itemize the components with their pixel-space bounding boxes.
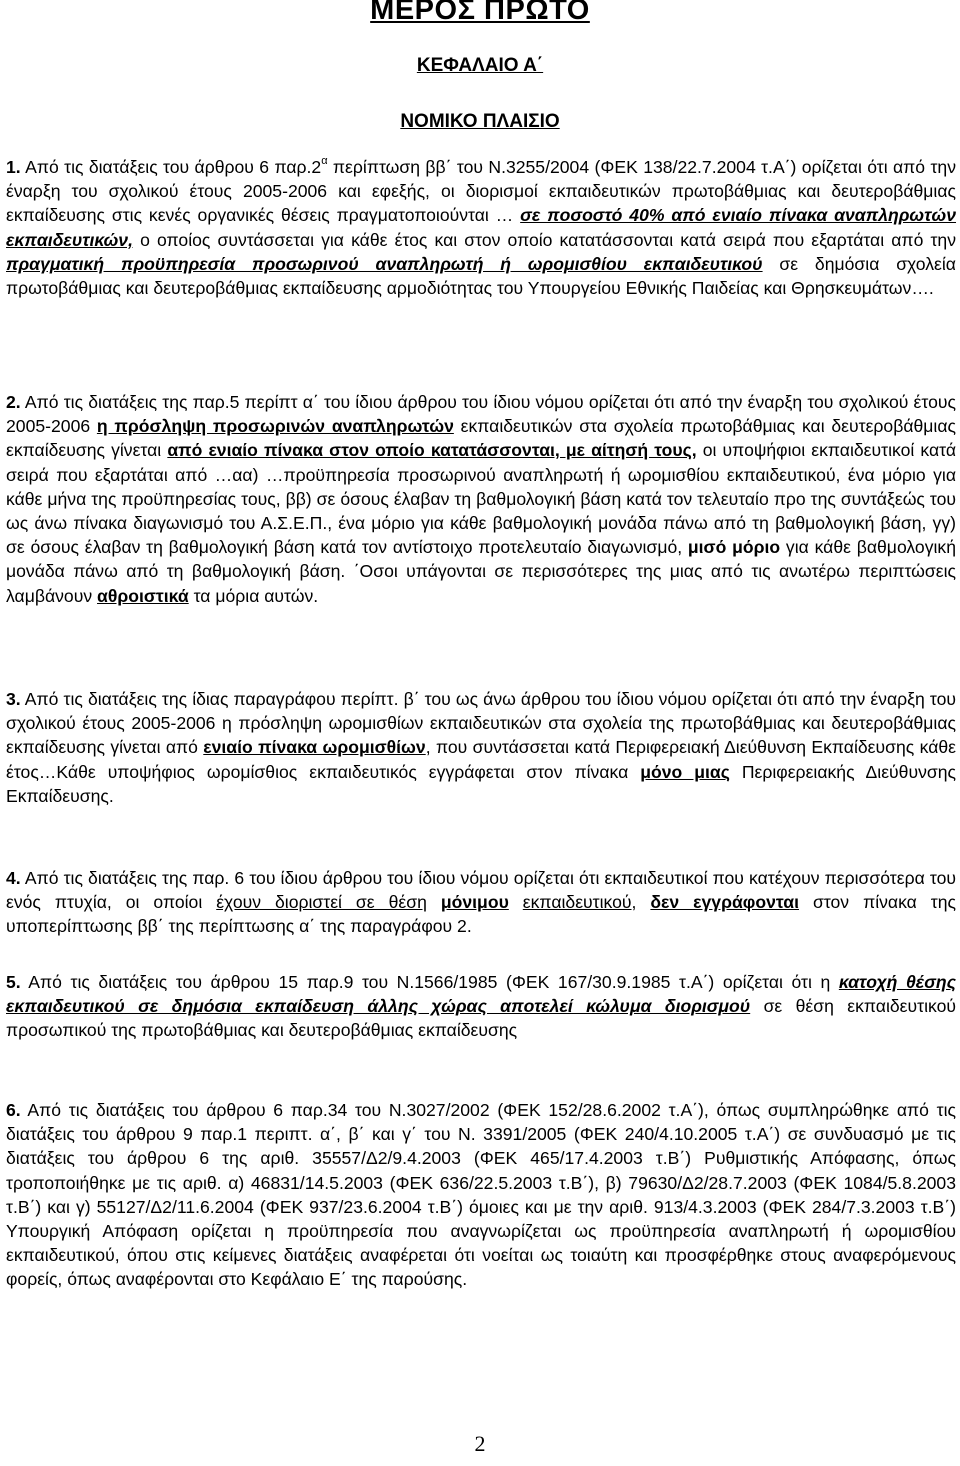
paragraph-4 xyxy=(6,866,956,939)
text: Από τις διατάξεις του άρθρου 6 παρ.34 του Ν.3027/2002 (ΦΕΚ 152/28.6.2002 τ.Α΄), όπως συμπληρώθηκε από τις διατάξεις του άρθρου 9 παρ.1 περιπτ. α΄, β΄ και γ΄ του Ν. 3391/2005 (ΦΕΚ 240/4.10.2005 τ.Α΄) σε συνδυασμό με τις διατάξεις του άρθρου 6 της αριθ. 35557/Δ2/9.4.2003 (ΦΕΚ 465/17.4.2003 τ.Β΄) Ρυθμιστικής Απόφασης, όπως τροποποιήθηκε με τις αριθ. α) 46831/14.5.2003 (ΦΕΚ 636/22.5.2003 τ.Β΄), β) 79630/Δ2/28.7.2003 (ΦΕΚ 1084/5.8.2003 τ.Β΄) και γ) 55127/Δ2/11.6.2004 (ΦΕΚ 937/23.6.2004 τ.Β΄) όμοιες και με την αριθ. 913/4.3.2003 (ΦΕΚ 284/7.3.2003 τ.Β΄) Υπουργική Απόφαση ορίζεται η προϋπηρεσία που αναγνωρίζεται ως προϋπηρεσία αναπληρωτή ή ωρομισθίου εκπαιδευτικού, όπου στις κείμενες διατάξεις αναφέρεται ότι νοείται ως τοιαύτη και προσφέρθηκε στους αναφερόμενους φορείς, όπως αναφέρονται στο Κεφάλαιο Ε΄ της παρούσης. xyxy=(6,1100,956,1290)
paragraph-1 xyxy=(6,155,956,300)
text: ο οποίος συντάσσεται για κάθε έτος και στον οποίο κατατάσσονται κατά σειρά που εξαρτάται από την xyxy=(132,229,956,250)
page-number: 2 xyxy=(474,1431,486,1456)
text: περίπτωση ββ΄ του Ν.3255/2004 (ΦΕΚ 138/22.7.2004 τ.Α΄) ορίζεται ότι από την έναρξη του σχολικού έτους 2005-2006 και εφεξής, οι διορισμοί εκπαιδευτικών πρωτοβάθμιας και δευτεροβάθμιας εκπαίδευσης στις κενές οργανικές θέσεις πραγματοποιούνται … xyxy=(6,157,956,226)
text: σε θέση εκπαιδευτικού προσωπικού της πρωτοβάθμιας και δευτεροβάθμιας εκπαίδευσης xyxy=(6,996,956,1041)
part-heading: ΜΕΡΟΣ ΠΡΩΤΟ xyxy=(370,0,590,26)
text xyxy=(427,892,441,912)
emphasis: κατοχή θέσης εκπαιδευτικού σε δημόσια εκπαίδευση άλλης χώρας αποτελεί κώλυμα διορισμού xyxy=(6,972,956,1017)
emphasis: μόνιμου xyxy=(440,892,509,913)
emphasis: πραγματική προϋπηρεσία προσωρινού αναπληρωτή ή ωρομισθίου εκπαιδευτικού xyxy=(6,253,763,274)
emphasis: μισό μόριο xyxy=(687,537,781,558)
text: στον πίνακα της υποπερίπτωσης ββ΄ της περίπτωσης α΄ της παραγράφου 2. xyxy=(6,892,957,937)
text: σε δημόσια σχολεία πρωτοβάθμιας και δευτεροβάθμιας εκπαίδευσης αρμοδιότητας του Υπουργείου Εθνικής Παιδείας και Θρησκευμάτων…. xyxy=(6,253,956,299)
paragraph-number: 3. xyxy=(6,689,21,709)
text: Από τις διατάξεις του άρθρου 15 παρ.9 του Ν.1566/1985 (ΦΕΚ 167/30.9.1985 τ.Α΄) ορίζεται ότι η xyxy=(20,972,839,992)
emphasis: αθροιστικά xyxy=(97,585,189,606)
paragraph-number: 1. xyxy=(6,157,21,177)
paragraph-number: 2. xyxy=(6,392,21,412)
text: Από τις διατάξεις του άρθρου 6 παρ.2 xyxy=(20,157,322,177)
text: , xyxy=(631,892,651,913)
paragraph-number: 5. xyxy=(6,972,21,992)
paragraph-number: 6. xyxy=(6,1100,21,1120)
emphasis: ενιαίο πίνακα ωρομισθίων xyxy=(203,737,426,758)
emphasis: έχουν διοριστεί σε θέση xyxy=(216,892,427,913)
text: Από τις διατάξεις της παρ. 6 του ίδιου άρθρου του ίδιου νόμου ορίζεται ότι εκπαιδευτικοί που κατέχουν περισσότερα του ενός πτυχία, οι οποίοι xyxy=(6,868,956,913)
superscript: α xyxy=(321,155,328,168)
paragraph-5 xyxy=(6,970,956,1043)
paragraph-6 xyxy=(6,1098,956,1292)
text: εκπαιδευτικών στα σχολεία πρωτοβάθμιας και δευτεροβάθμιας εκπαίδευσης γίνεται xyxy=(6,416,956,461)
text: , που συντάσσεται κατά Περιφερειακή Διεύθυνση Εκπαίδευσης κάθε έτος…Κάθε υποψήφιος ωρομίσθιος εκπαιδευτικός εγγράφεται στον πίνακα xyxy=(6,737,956,782)
emphasis: σε ποσοστό 40% από ενιαίο πίνακα αναπληρωτών εκπαιδευτικών, xyxy=(6,205,957,250)
emphasis: εκπαιδευτικού xyxy=(522,892,632,913)
text: Περιφερειακής Διεύθυνσης Εκπαίδευσης. xyxy=(6,761,957,806)
emphasis: μόνο μιας xyxy=(640,761,730,782)
text: τα μόρια αυτών. xyxy=(188,585,319,606)
text: Από τις διατάξεις της ίδιας παραγράφου περίπτ. β΄ του ως άνω άρθρου του ίδιου νόμου ορίζεται ότι από την έναρξη του σχολικού έτους 2005-2006 η πρόσληψη ωρομισθίων εκπαιδευτικών στα σχολεία της πρωτοβάθμιας και δευτεροβάθμιας εκπαίδευσης γίνεται από xyxy=(6,689,956,758)
text: για κάθε βαθμολογική μονάδα πάνω από τη βαθμολογική βάση. ΄Οσοι υπάγονται σε περισσότερες της μιας από τις ανωτέρω περιπτώσεις λαμβάνουν xyxy=(6,537,956,606)
chapter-heading: ΚΕΦΑΛΑΙΟ Α΄ xyxy=(416,55,544,76)
emphasis: η πρόσληψη προσωρινών αναπληρωτών xyxy=(96,416,454,437)
text: οι υποψήφιοι εκπαιδευτικοί κατά σειρά που εξαρτάται από …αα) …προϋπηρεσία προσωρινού αναπληρωτή ή ωρομισθίου εκπαιδευτικού, ένα μόριο για κάθε μήνα της προϋπηρεσίας τους, ββ) σε όσους έλαβαν τη βαθμολογική βάση κατά τον τελευταίο προ της συντάξεώς του ως άνω πίνακα διαγωνισμό του Α.Σ.Ε.Π., ένα μόριο για κάθε βαθμολογική μονάδα πάνω από τη βαθμολογική βάση, γγ) σε όσους έλαβαν τη βαθμολογική βάση κατά τον αντίστοιχο προτελευταίο διαγωνισμό, xyxy=(6,440,957,558)
text: Από τις διατάξεις της παρ.5 περίπτ α΄ του ίδιου άρθρου του ίδιου νόμου ορίζεται ότι από την έναρξη του σχολικού έτους 2005-2006 xyxy=(6,392,956,437)
section-heading: ΝΟΜΙΚΟ ΠΛΑΙΣΙΟ xyxy=(400,111,560,132)
emphasis: δεν εγγράφονται xyxy=(650,892,799,913)
emphasis: από ενιαίο πίνακα στον οποίο κατατάσσονται, με αίτησή τους, xyxy=(167,440,697,461)
paragraph-2 xyxy=(6,390,956,608)
paragraph-number: 4. xyxy=(6,868,21,888)
text xyxy=(509,892,523,912)
paragraph-3 xyxy=(6,687,956,808)
